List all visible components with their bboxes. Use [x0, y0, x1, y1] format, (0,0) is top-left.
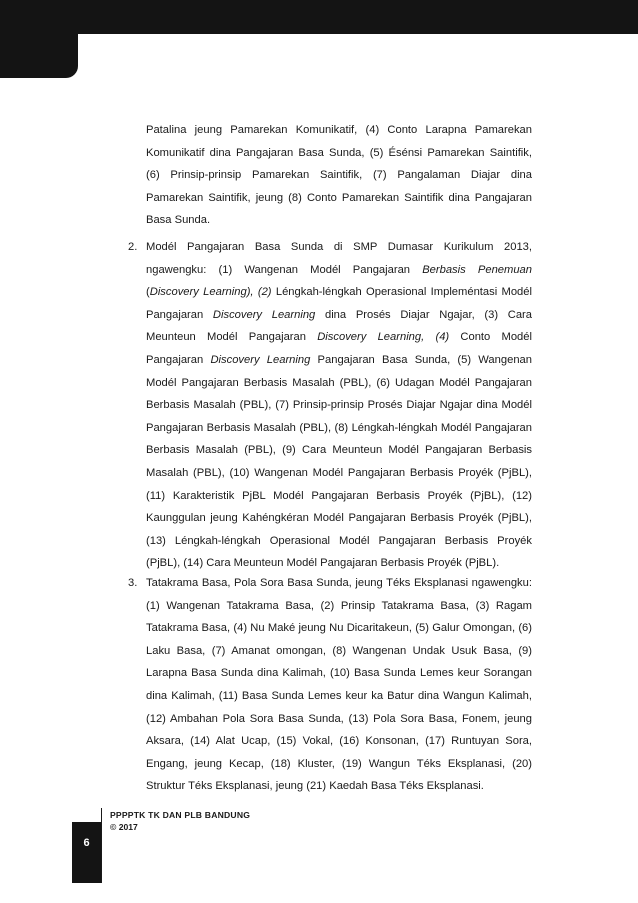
- text-run: Pangajaran Basa Sunda, (5) Wangenan Modél Pangajaran Berbasis Masalah (PBL), (6) Udagan Modél Pangajaran Berbasis Masalah (PBL), (7) Prinsip-prinsip Prosés Diajar Ngajar dina Modél Pangajaran Berbasis Masalah (PBL), (8) Léngkah-léngkah Modél Pangajaran Berbasis Masalah (PBL), (9) Cara Meunteun Modél Pangajaran Berbasis Masalah (PBL), (10) Wangenan Modél Pangajaran Berbasis Proyék (PjBL), (11) Karakteristik PjBL Modél Pangajaran Berbasis Proyék (PjBL), (12) Kaunggulan jeung Kahéngkéran Modél Pangajaran Berbasis Proyék (PjBL), (13) Léngkah-léngkah Operasional Modél Pangajaran Berbasis Proyék (PjBL), (14) Cara Meunteun Modél Pangajaran Berbasis Proyék (PjBL).: [146, 353, 532, 570]
- italic-run: Berbasis Penemuan: [422, 263, 533, 276]
- list-number-3: 3.: [128, 577, 138, 589]
- footer-divider: [101, 808, 102, 883]
- text-run: Conto Modél Pangajaran: [146, 331, 532, 366]
- paragraph-text: Tatakrama Basa, Pola Sora Basa Sunda, jeung Téks Eksplanasi ngawengku: (1) Wangenan Tatakrama Basa, (2) Prinsip Tatakrama Basa, (3) Ragam Tatakrama Basa, (4) Nu Maké jeung Nu Dicaritakeun, (5) Galur Omongan, (6) Laku Basa, (7) Amanat omongan, (8) Wangenan Undak Usuk Basa, (9) Larapna Basa Sunda dina Kalimah, (10) Basa Sunda Lemes keur Sorangan dina Kalimah, (11) Basa Sunda Lemes keur ka Batur dina Wangun Kalimah, (12) Ambahan Pola Sora Basa Sunda, (13) Pola Sora Basa, Fonem, jeung Aksara, (14) Alat Ucap, (15) Vokal, (16) Konsonan, (17) Runtuyan Sora, Engang, jeung Kecap, (18) Kluster, (19) Wangun Téks Eksplanasi, (20) Struktur Téks Eksplanasi, jeung (21) Kaedah Basa Téks Eksplanasi.: [146, 577, 532, 793]
- footer-organization: PPPPTK TK DAN PLB BANDUNG: [110, 810, 251, 820]
- text-run: Léngkah-léngkah Operasional Impleméntasi Modél Pangajaran: [146, 286, 532, 321]
- italic-run: Discovery Learning), (2): [149, 286, 272, 299]
- text-run: (: [146, 286, 150, 299]
- footer-copyright: © 2017: [110, 822, 138, 832]
- paragraph-continued: [146, 119, 532, 232]
- list-number-2: 2.: [128, 241, 138, 253]
- paragraph-text: Patalina jeung Pamarekan Komunikatif, (4) Conto Larapna Pamarekan Komunikatif dina Pangajaran Basa Sunda, (5) Ésénsi Pamarekan Saintifik, (6) Prinsip-prinsip Pamarekan Saintifik, (7) Pangalaman Diajar dina Pamarekan Saintifik, jeung (8) Conto Pamarekan Saintifik dina Pangajaran Basa Sunda.: [146, 124, 532, 227]
- list-item-3: [146, 572, 532, 798]
- list-item-2: [146, 236, 532, 575]
- page-number-box: [72, 822, 101, 883]
- italic-run: Discovery Learning: [212, 308, 316, 321]
- italic-run: Discovery Learning, (4): [317, 331, 450, 344]
- italic-run: Discovery Learning: [210, 353, 311, 366]
- corner-tab: [0, 0, 78, 78]
- text-run: dina Prosés Diajar Ngajar, (3) Cara Meunteun Modél Pangajaran: [146, 308, 532, 344]
- text-run: Modél Pangajaran Basa Sunda di SMP Dumasar Kurikulum 2013, ngawengku: (1) Wangenan Modél Pangajaran: [146, 241, 532, 276]
- header-bar: [0, 0, 638, 34]
- page-number: 6: [83, 837, 90, 849]
